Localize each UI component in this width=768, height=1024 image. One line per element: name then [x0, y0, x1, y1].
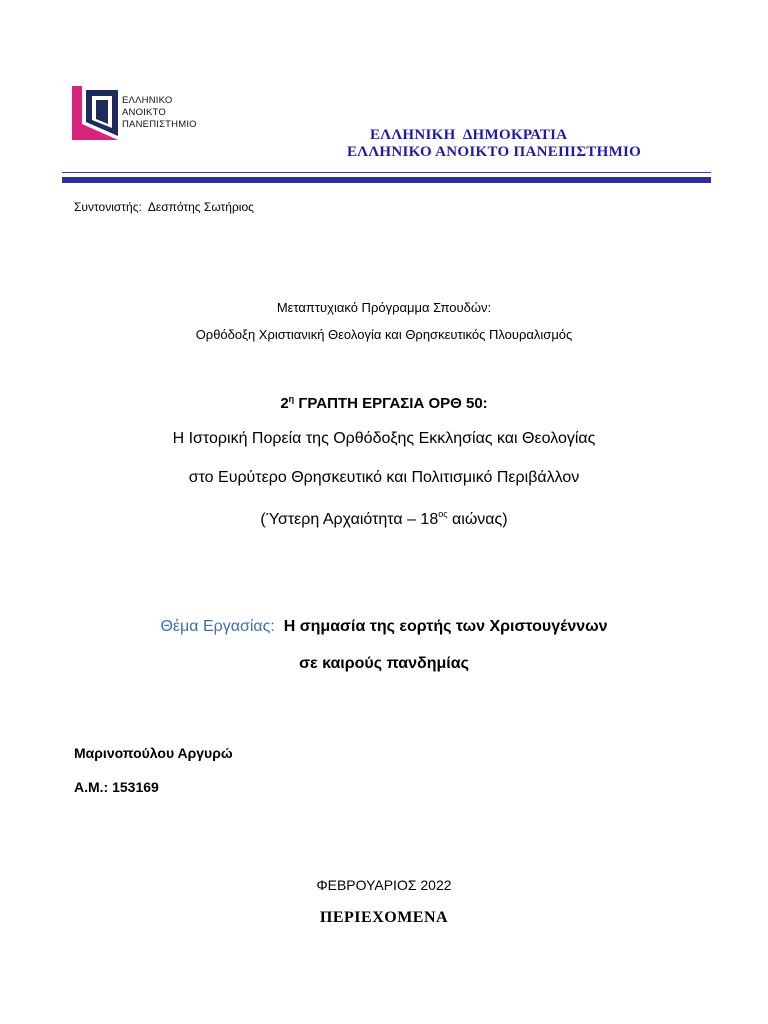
- student-id: Α.Μ.: 153169: [74, 779, 159, 795]
- topic-line-1: [0, 618, 768, 636]
- program-name: Ορθόδοξη Χριστιανική Θεολογία και Θρησκευτικός Πλουραλισμός: [195, 327, 573, 342]
- logo-mark-icon: [72, 84, 122, 144]
- header-divider-thin: [62, 172, 711, 173]
- assignment-title: [0, 394, 768, 412]
- assignment-title-text: ΓΡΑΠΤΗ ΕΡΓΑΣΙΑ ΟΡΘ 50:: [294, 395, 488, 412]
- logo-line-1: ΕΛΛΗΝΙΚΟ: [122, 95, 173, 106]
- course-period-superscript: ος: [438, 509, 448, 519]
- topic-title-line-1: Η σημασία της εορτής των Χριστουγέννων: [283, 618, 608, 635]
- topic-title-line-2: σε καιρούς πανδημίας: [299, 655, 469, 672]
- assignment-number-suffix: η: [288, 394, 295, 404]
- contents-heading: ΠΕΡΙΕΧΟΜΕΝΑ: [319, 909, 449, 926]
- logo-line-2: ΑΝΟΙΚΤΟ: [122, 107, 166, 118]
- course-period-end: αιώνας): [447, 511, 508, 528]
- header-republic: ΕΛΛΗΝΙΚΗ ΔΗΜΟΚΡΑΤΙΑ: [370, 127, 568, 143]
- coordinator-line: Συντονιστής: Δεσπότης Σωτήριος: [74, 200, 254, 214]
- course-title-line-3: [0, 509, 768, 529]
- topic-label: Θέμα Εργασίας:: [160, 618, 275, 635]
- university-logo: [72, 84, 212, 144]
- submission-date: ΦΕΒΡΟΥΑΡΙΟΣ 2022: [316, 877, 452, 893]
- course-period-prefix: (Ύστερη Αρχαιότητα – 18: [260, 511, 439, 528]
- header-university: ΕΛΛΗΝΙΚΟ ΑΝΟΙΚΤΟ ΠΑΝΕΠΙΣΤΗΜΙΟ: [347, 144, 642, 160]
- logo-line-3: ΠΑΝΕΠΙΣΤΗΜΙΟ: [122, 119, 197, 130]
- header-divider-thick: [62, 177, 711, 183]
- logo-wordmark: [122, 95, 197, 131]
- student-name: Μαρινοπούλου Αργυρώ: [74, 745, 233, 761]
- program-label: Μεταπτυχιακό Πρόγραμμα Σπουδών:: [276, 300, 492, 315]
- course-title-line-2: στο Ευρύτερο Θρησκευτικό και Πολιτισμικό Περιβάλλον: [188, 469, 580, 486]
- course-title-line-1: Η Ιστορική Πορεία της Ορθόδοξης Εκκλησίας και Θεολογίας: [172, 430, 596, 447]
- assignment-number: 2: [280, 395, 289, 412]
